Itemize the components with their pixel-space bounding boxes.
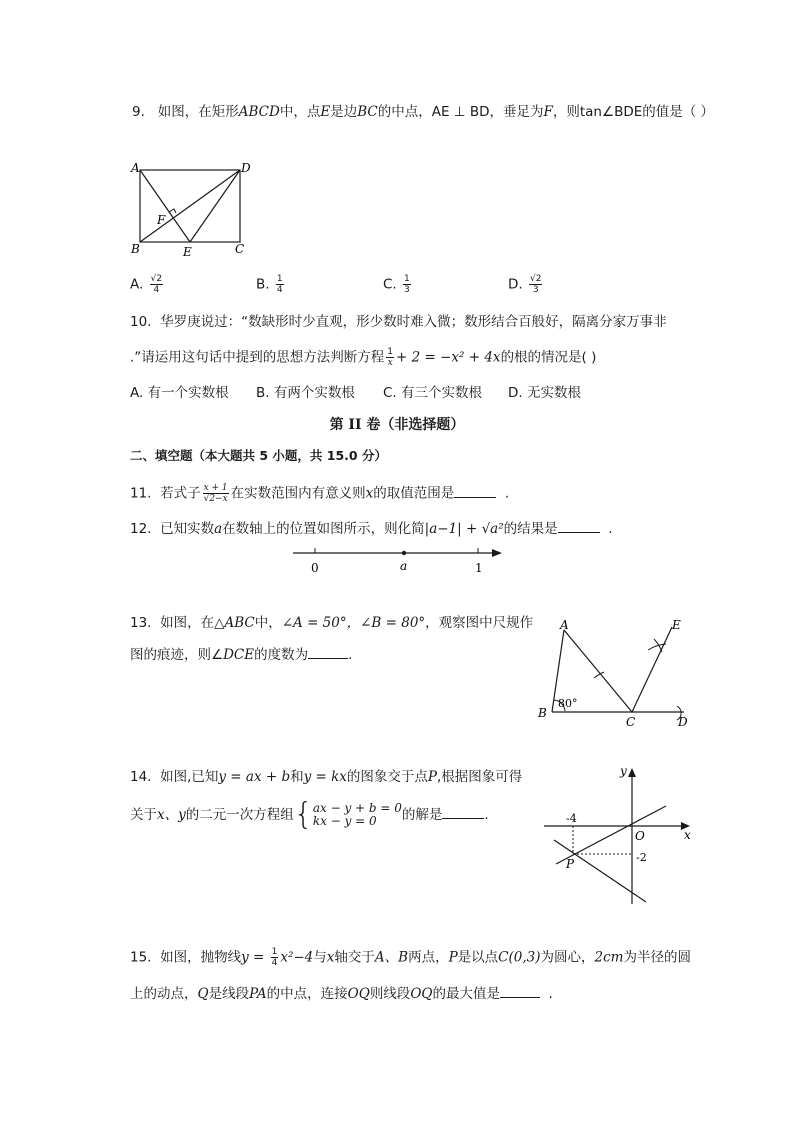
q13-line2: 图的痕迹，则∠DCE的度数为 . bbox=[130, 647, 353, 663]
q15-fraction: $\frac{1}{4}$ bbox=[271, 947, 278, 968]
q9-label-d: D bbox=[241, 161, 251, 175]
q9-text: ，则tan∠BDE的值是（ ） bbox=[552, 104, 715, 120]
q12-tick-1: 1 bbox=[475, 561, 483, 575]
q9-stem bbox=[132, 103, 714, 121]
q14-line1: 14. 如图,已知y = ax + b和y = kx的图象交于点P,根据图象可得 bbox=[130, 769, 523, 785]
q9-text: 如图，在矩形 bbox=[157, 104, 239, 120]
q9-label-f: F bbox=[157, 213, 166, 227]
q13-answer-blank[interactable] bbox=[308, 646, 348, 659]
q13-figure bbox=[534, 612, 694, 732]
q10-option-a: A. 有一个实数根 bbox=[130, 385, 229, 401]
q14-label-y: y bbox=[620, 764, 627, 778]
q9-option-a: A. $\frac{√2}{4}$ bbox=[130, 274, 163, 295]
q12-stem: 12. 已知实数a在数轴上的位置如图所示，则化简|a−1| + √a²的结果是 . bbox=[130, 521, 613, 537]
q9-label-a: A bbox=[131, 161, 140, 175]
q9-var: F bbox=[543, 104, 553, 120]
q10-option-b: B. 有两个实数根 bbox=[256, 385, 355, 401]
q9-option-b: B. $\frac{1}{4}$ bbox=[256, 274, 283, 295]
q10-option-c: C. 有三个实数根 bbox=[383, 385, 483, 401]
q10-number: 10. bbox=[130, 314, 152, 330]
q9-label-e: E bbox=[183, 245, 192, 259]
q9-text: 中，点 bbox=[279, 104, 321, 120]
q9-text: 是边 bbox=[330, 104, 358, 120]
q15-line1: 15. 如图，抛物线y = $\frac{1}{4}$ x²−4与x轴交于A、B两点，P是以点C(0,3)为圆心，2cm为半径的圆 bbox=[130, 947, 691, 968]
q14-answer-blank[interactable] bbox=[442, 806, 484, 819]
q13-line1: 13. 如图，在△ABC中，∠A = 50°，∠B = 80°，观察图中尺规作 bbox=[130, 615, 534, 631]
q11-answer-blank[interactable] bbox=[454, 485, 496, 498]
q9-text: 的中点，AE ⊥ BD，垂足为 bbox=[377, 104, 544, 120]
q14-system: ax − y + b = 0 kx − y = 0 bbox=[312, 801, 402, 828]
q12-number-line bbox=[288, 542, 508, 578]
q12-answer-blank[interactable] bbox=[558, 520, 600, 533]
q12-tick-a: a bbox=[400, 559, 408, 573]
q12-expression: |a−1| + √a² bbox=[424, 521, 504, 537]
q9-option-c: C. $\frac{1}{3}$ bbox=[383, 274, 410, 295]
q13-label-a: A bbox=[560, 618, 569, 632]
q13-label-b: B bbox=[538, 706, 547, 720]
q10-option-d: D. 无实数根 bbox=[508, 385, 581, 401]
q9-option-d: D. $\frac{√2}{3}$ bbox=[508, 274, 542, 295]
q14-line2: 关于x、y的二元一次方程组{ ax − y + b = 0 kx − y = 0 的解是 . bbox=[130, 797, 489, 832]
q9-figure bbox=[125, 158, 255, 260]
q13-label-e: E bbox=[672, 618, 681, 632]
q14-figure bbox=[540, 762, 700, 912]
q10-line2: .”请运用这句话中提到的思想方法判断方程 $\frac{1}{x}$ + 2 = −x² + 4x的根的情况是( ) bbox=[130, 347, 597, 368]
q9-number: 9. bbox=[132, 104, 145, 120]
q13-angles: ∠A = 50°，∠B = 80° bbox=[281, 615, 426, 631]
q14-label-p: P bbox=[566, 857, 575, 871]
part-title: 二、填空题（本大题共 5 小题，共 15.0 分） bbox=[130, 448, 387, 463]
q12-tick-0: 0 bbox=[311, 561, 319, 575]
q9-label-c: C bbox=[235, 242, 245, 256]
q11-stem: 11. 若式子 $\frac{x + 1}{√2-x}$ 在实数范围内有意义则x的取值范围是 . bbox=[130, 483, 510, 504]
q10-fraction: $\frac{1}{x}$ bbox=[387, 347, 394, 368]
q14-label-o: O bbox=[635, 829, 645, 843]
q9-var: E bbox=[320, 104, 331, 120]
q15-answer-blank[interactable] bbox=[500, 985, 540, 998]
q9-var: BC bbox=[357, 104, 378, 120]
q10-equation: + 2 = −x² + 4x bbox=[396, 349, 501, 366]
q13-angle-label: 80° bbox=[558, 697, 578, 710]
q14-label-minus4: -4 bbox=[566, 812, 577, 825]
q14-label-x: x bbox=[684, 828, 691, 842]
q9-var: ABCD bbox=[238, 104, 280, 120]
q10-line1: 10. 华罗庚说过：“数缺形时少直观，形少数时难入微；数形结合百般好，隔离分家万事非 bbox=[130, 314, 667, 330]
q15-line2: 上的动点，Q是线段PA的中点，连接OQ则线段OQ的最大值是 . bbox=[130, 986, 553, 1002]
q14-label-minus2: -2 bbox=[636, 851, 647, 864]
q13-label-c: C bbox=[626, 715, 636, 729]
section-title: 第 II 卷（非选择题） bbox=[329, 417, 465, 433]
q9-label-b: B bbox=[131, 242, 140, 256]
q11-fraction: $\frac{x + 1}{√2-x}$ bbox=[203, 483, 228, 504]
q13-label-d: D bbox=[678, 715, 688, 729]
q14-brace: { bbox=[293, 797, 313, 832]
